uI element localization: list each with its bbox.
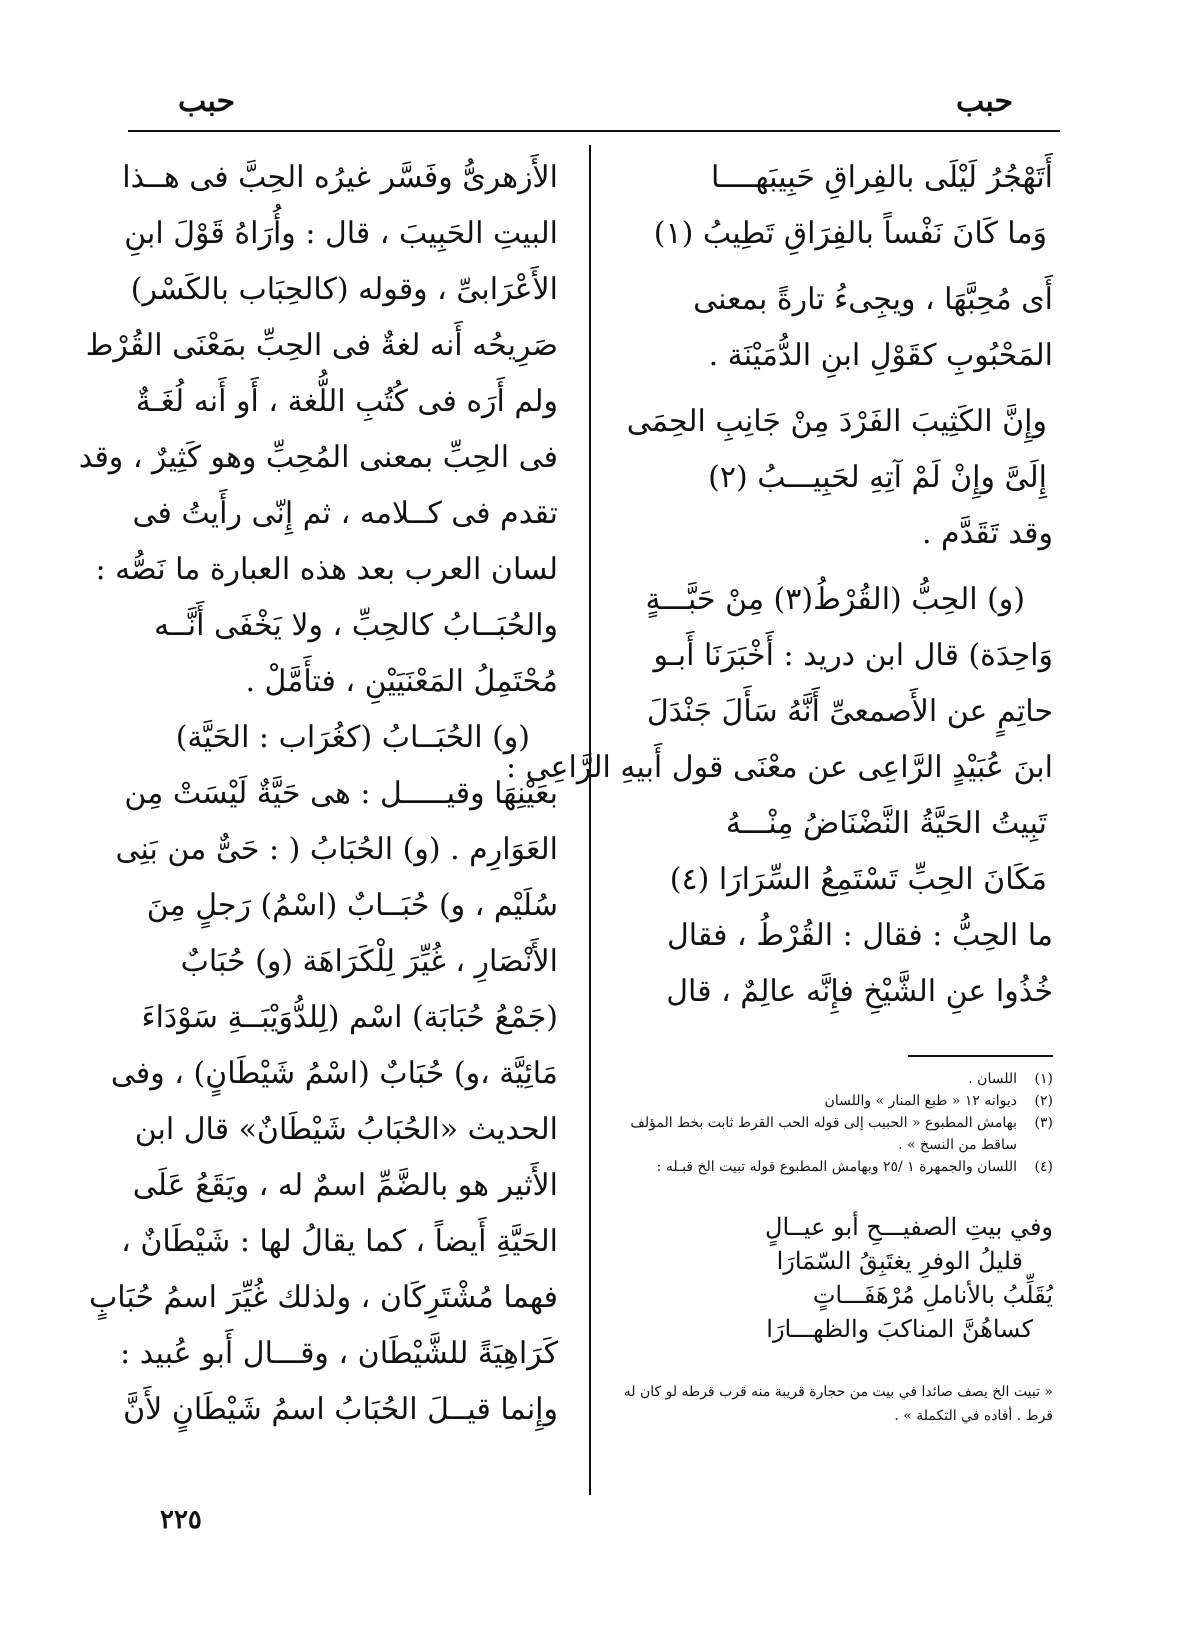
- footnote-rule: [908, 1055, 1053, 1057]
- appendix-note: « تبيت الخ يصف صائدا في بيت من حجارة قريبة منه قرب قرطه لو كان له قرط . أفاده في التكملة » .: [623, 1384, 1053, 1424]
- text-line: الحديث «الحُبَابُ شَيْطَانٌ» قال ابن: [134, 1112, 558, 1147]
- verse-line: وَما كَانَ نَفْساً بالفِرَاقِ تَطِيبُ (١): [653, 216, 1047, 251]
- text-line: كَرَاهِيَةً للشَّيْطَان ، وقـــال أَبو عُبيد :: [120, 1336, 558, 1371]
- footnote-text: اللسان والجمهرة ١ /٢٥ وبهامش المطبوع قوله تبيت الخ قبـله :: [656, 1159, 1017, 1175]
- footnote: [613, 1156, 1053, 1178]
- column-divider: [589, 145, 591, 1495]
- page-number: ٢٢٥: [160, 1505, 202, 1535]
- text-line: فى الحِبِّ بمعنى المُحِبِّ وهو كَثِيرٌ ، وقد: [78, 440, 558, 475]
- text-line: الأَزهرىُّ وفَسَّر غيرُه الحِبَّ فى هــذا: [122, 160, 558, 195]
- text-line: (جَمْعُ حُبَابَة) اسْم (لِلدُّوَيْبَــةِ سَوْدَاءَ: [141, 1000, 558, 1035]
- text-line: (و) الحِبُّ (القُرْطُ(٣) مِنْ حَبَّـــةٍ: [645, 582, 1025, 617]
- text-line: (و) الحُبَــابُ (كغُرَاب : الحَيَّة): [175, 720, 530, 755]
- text-line: ابنَ عُبَيْدٍ الرَّاعِى عن معْنَى قول أَبيهِ الرَّاعِى :: [505, 750, 1053, 785]
- appendix-line: قليلُ الوفرِ يغتَبِقُ السّمَارَا: [776, 1247, 1023, 1275]
- text-line: وقد تَقَدَّم .: [921, 516, 1053, 551]
- text-line: لسان العرب بعد هذه العبارة ما نَصُّه :: [95, 552, 558, 587]
- text-line: ما الحِبُّ : فقال : القُرْطُ ، فقال: [666, 918, 1053, 953]
- text-line: أَتَهْجُرُ لَيْلَى بالفِراقِ حَبِيبَهــــا: [711, 160, 1053, 195]
- text-line: أَى مُحِبَّهَا ، ويجِىءُ تارةً بمعنى: [693, 282, 1053, 317]
- footnotes: [613, 1068, 1053, 1178]
- text-line: ولم أَرَه فى كُتُبِ اللُّغة ، أَو أَنه لُغَـةٌ: [135, 384, 558, 419]
- running-head-right: حبب: [955, 84, 1013, 119]
- footnote: [613, 1090, 1053, 1112]
- footnote-number: (٢): [1034, 1093, 1053, 1109]
- footnote-number: (١): [1034, 1071, 1053, 1087]
- text-line: خُذُوا عنِ الشَّيْخِ فإِنَّه عالِمٌ ، قال: [666, 974, 1053, 1009]
- text-line: البيتِ الحَبِيبَ ، قال : وأُرَاهُ قَوْلَ ابنِ: [124, 216, 558, 251]
- footnote: [613, 1112, 1053, 1156]
- verse-line: وإِنَّ الكَثِيبَ الفَرْدَ مِنْ جَانِبِ الحِمَى: [626, 404, 1047, 439]
- text-line: الأَثير هو بالضَّمِّ اسمٌ له ، ويَقَعُ عَلَى: [132, 1168, 558, 1203]
- text-line: صَرِيحُه أَنه لغةٌ فى الحِبِّ بمَعْنَى القُرْط: [85, 328, 558, 363]
- footnote-number: (٣): [1034, 1115, 1053, 1131]
- running-head-left: حبب: [178, 84, 236, 119]
- verse-line: تَبِيتُ الحَيَّةُ النَّضْنَاضُ مِنْـــهُ: [725, 806, 1047, 841]
- text-line: وإِنما قيــلَ الحُبَابُ اسمُ شَيْطَانٍ لأَنَّ: [123, 1392, 558, 1427]
- verse-line: مَكَانَ الحِبِّ تَسْتَمِعُ السِّرَارَا (٤): [669, 862, 1047, 897]
- footnote-text: اللسان .: [968, 1071, 1017, 1087]
- appendix-line: وفي بيتِ الصفيـــحِ أبو عيــالٍ: [765, 1213, 1053, 1241]
- footnote-text: ديوانه ١٢ « طبع المنار » واللسان: [824, 1093, 1017, 1109]
- text-line: المَحْبُوبِ كقَوْلِ ابنِ الدُّمَيْنَة .: [708, 338, 1053, 373]
- text-line: بعَيْنِهَا وقيـــــل : هى حَيَّةٌ لَيْسَتْ مِن: [124, 776, 558, 811]
- text-line: فهما مُشْتَرِكَان ، ولذلك غُيِّرَ اسمُ حُبَابٍ: [89, 1280, 558, 1315]
- text-line: وَاحِدَة) قال ابن دريد : أَخْبَرَنَا أَبـو: [653, 638, 1053, 673]
- text-line: مُحْتَمِلُ المَعْنَيَيْنِ ، فتأَمَّلْ .: [245, 664, 558, 699]
- header-rule: [128, 130, 1060, 132]
- text-line: الأَنْصَارِ ، غُيِّرَ لِلْكَرَاهَة (و) حُبَابٌ: [180, 944, 558, 979]
- appendix-line: كساهُنَّ المناكبَ والظهـــارَا: [766, 1315, 1033, 1343]
- text-line: العَوَارِم . (و) الحُبَابُ ( : حَىٌّ من بَنِى: [115, 832, 558, 867]
- text-line: تقدم فى كــلامه ، ثم إِنّى رأَيتُ فى: [132, 496, 558, 531]
- text-line: حاتِمٍ عن الأَصمعىِّ أَنَّهُ سَأَلَ جَنْدَلَ: [646, 694, 1053, 729]
- text-line: الأَعْرَابىِّ ، وقوله (كالحِبَاب بالكَسْر): [130, 272, 558, 307]
- left-column: [78, 150, 558, 1438]
- footnote-number: (٤): [1034, 1159, 1053, 1175]
- footnote: [613, 1068, 1053, 1090]
- appendix-line: يُقَلِّبُ بالأناملِ مُرْهَفَـــاتٍ: [812, 1281, 1053, 1309]
- text-line: والحُبَــابُ كالحِبِّ ، ولا يَخْفَى أَنَّــه: [154, 608, 558, 643]
- appendix-verses: [613, 1210, 1053, 1346]
- text-line: مَائِيَّة ،و) حُبَابٌ (اسْمُ شَيْطَانٍ) ، وفى: [110, 1056, 558, 1091]
- right-column: [505, 150, 1053, 1020]
- footnote-text: بهامش المطبوع « الحبيب إلى قوله الحب القرط ثابت بخط المؤلف ساقط من النسخ » .: [630, 1115, 1017, 1153]
- verse-line: إِلَىَّ وإِنْ لَمْ آتِهِ لحَبِيـــبُ (٢): [708, 460, 1047, 495]
- text-line: سُلَيْم ، و) حُبَــابٌ (اسْمُ) رَجلٍ مِنَ: [146, 888, 558, 923]
- text-line: الحَيَّةِ أَيضاً ، كما يقالُ لها : شَيْطَانٌ ،: [121, 1224, 558, 1259]
